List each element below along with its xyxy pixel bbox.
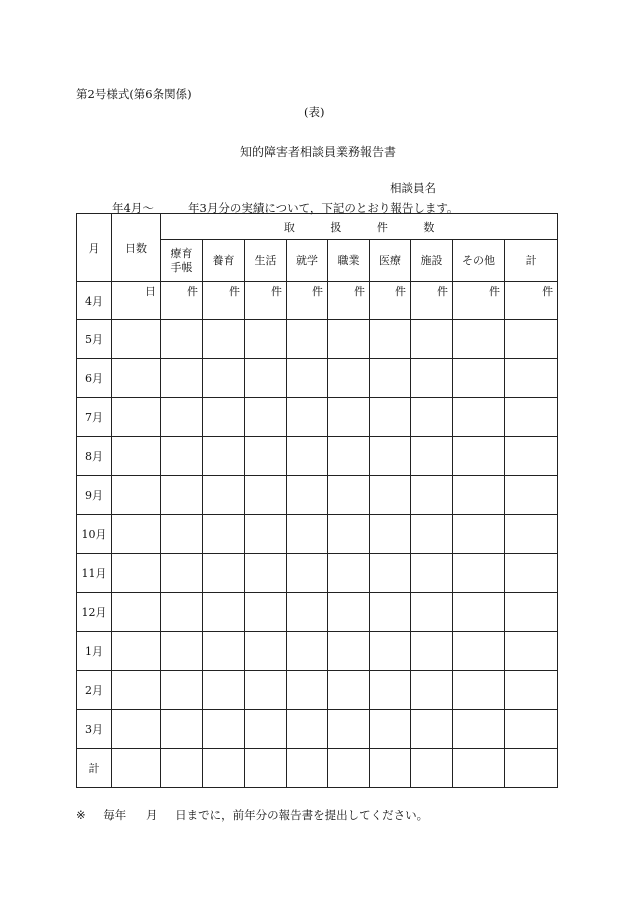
- count-cell[interactable]: [411, 593, 453, 632]
- count-cell[interactable]: [328, 515, 370, 554]
- table-row: [77, 398, 558, 437]
- count-cell[interactable]: [370, 554, 411, 593]
- count-cell[interactable]: [161, 671, 203, 710]
- count-cell[interactable]: [287, 749, 328, 788]
- month-cell: 7月: [77, 398, 112, 437]
- count-cell[interactable]: 件: [370, 282, 411, 320]
- table-row: [77, 749, 558, 788]
- count-cell[interactable]: [328, 437, 370, 476]
- count-cell[interactable]: [505, 593, 558, 632]
- count-cell[interactable]: [505, 359, 558, 398]
- month-cell: 8月: [77, 437, 112, 476]
- count-cell[interactable]: [453, 593, 505, 632]
- count-cell[interactable]: [505, 554, 558, 593]
- count-cell[interactable]: [203, 593, 245, 632]
- days-cell[interactable]: 日: [112, 282, 161, 320]
- table-row: [77, 554, 558, 593]
- count-cell[interactable]: [287, 593, 328, 632]
- count-cell[interactable]: [245, 593, 287, 632]
- month-cell: 6月: [77, 359, 112, 398]
- count-cell[interactable]: [328, 554, 370, 593]
- count-cell[interactable]: 件: [328, 282, 370, 320]
- period-start: 年4月～: [112, 201, 154, 215]
- count-cell[interactable]: [328, 671, 370, 710]
- count-cell[interactable]: [370, 749, 411, 788]
- days-cell[interactable]: [112, 749, 161, 788]
- group-header-char: 扱: [330, 220, 342, 234]
- count-cell[interactable]: [161, 359, 203, 398]
- count-cell[interactable]: [203, 476, 245, 515]
- count-cell[interactable]: [505, 398, 558, 437]
- month-cell: 9月: [77, 476, 112, 515]
- count-cell[interactable]: [161, 593, 203, 632]
- count-cell[interactable]: [161, 749, 203, 788]
- count-cell[interactable]: [505, 437, 558, 476]
- category-header: 養育: [203, 240, 245, 282]
- count-cell[interactable]: [370, 476, 411, 515]
- count-cell[interactable]: [287, 359, 328, 398]
- count-cell[interactable]: [287, 554, 328, 593]
- table-row: [77, 632, 558, 671]
- month-cell: 10月: [77, 515, 112, 554]
- count-cell[interactable]: [453, 437, 505, 476]
- days-cell[interactable]: [112, 320, 161, 359]
- count-cell[interactable]: [245, 437, 287, 476]
- days-cell[interactable]: [112, 554, 161, 593]
- count-cell[interactable]: [370, 710, 411, 749]
- period-text: 年3月分の実績について，下記のとおり報告します。: [188, 201, 459, 215]
- count-cell[interactable]: [161, 476, 203, 515]
- count-cell[interactable]: [328, 359, 370, 398]
- count-cell[interactable]: [203, 554, 245, 593]
- category-header: 職業: [328, 240, 370, 282]
- month-cell: 11月: [77, 554, 112, 593]
- count-cell[interactable]: [287, 632, 328, 671]
- count-cell[interactable]: [203, 671, 245, 710]
- count-cell[interactable]: [453, 476, 505, 515]
- category-header: 施設: [411, 240, 453, 282]
- count-cell[interactable]: [287, 710, 328, 749]
- count-cell[interactable]: [505, 710, 558, 749]
- count-cell[interactable]: [161, 437, 203, 476]
- days-cell[interactable]: [112, 398, 161, 437]
- count-cell[interactable]: 件: [287, 282, 328, 320]
- report-table: [76, 213, 558, 788]
- count-cell[interactable]: [370, 593, 411, 632]
- month-header: 月: [77, 214, 112, 282]
- days-cell[interactable]: [112, 710, 161, 749]
- count-cell[interactable]: [411, 671, 453, 710]
- month-cell: 計: [77, 749, 112, 788]
- count-cell[interactable]: 件: [505, 282, 558, 320]
- month-cell: 12月: [77, 593, 112, 632]
- count-cell[interactable]: [411, 320, 453, 359]
- month-cell: 4月: [77, 282, 112, 320]
- count-cell[interactable]: [411, 476, 453, 515]
- count-cell[interactable]: [203, 515, 245, 554]
- count-cell[interactable]: 件: [453, 282, 505, 320]
- count-cell[interactable]: [370, 632, 411, 671]
- days-cell[interactable]: [112, 593, 161, 632]
- count-cell[interactable]: [245, 671, 287, 710]
- table-row: [77, 320, 558, 359]
- days-cell[interactable]: [112, 437, 161, 476]
- count-cell[interactable]: [245, 320, 287, 359]
- count-cell[interactable]: [453, 749, 505, 788]
- count-cell[interactable]: [505, 671, 558, 710]
- footer-note: [76, 807, 428, 823]
- count-cell[interactable]: [453, 320, 505, 359]
- footer-part3: 日までに，前年分の報告書を提出してください。: [175, 808, 429, 822]
- count-cell[interactable]: [287, 476, 328, 515]
- days-header: 日数: [112, 214, 161, 282]
- count-cell[interactable]: [161, 632, 203, 671]
- count-cell[interactable]: [453, 515, 505, 554]
- count-cell[interactable]: [245, 476, 287, 515]
- footer-part2: 月: [145, 808, 158, 822]
- count-cell[interactable]: [203, 320, 245, 359]
- category-header: その他: [453, 240, 505, 282]
- count-cell[interactable]: 件: [161, 282, 203, 320]
- count-cell[interactable]: [203, 710, 245, 749]
- group-header-char: 数: [423, 220, 435, 234]
- count-cell[interactable]: [287, 398, 328, 437]
- month-cell: 3月: [77, 710, 112, 749]
- table-row: [77, 593, 558, 632]
- count-cell[interactable]: [245, 554, 287, 593]
- count-cell[interactable]: [203, 398, 245, 437]
- count-cell[interactable]: [245, 749, 287, 788]
- count-cell[interactable]: [328, 398, 370, 437]
- category-header: 生活: [245, 240, 287, 282]
- count-cell[interactable]: [505, 632, 558, 671]
- count-cell[interactable]: [370, 671, 411, 710]
- count-cell[interactable]: 件: [411, 282, 453, 320]
- count-cell[interactable]: [203, 359, 245, 398]
- count-cell[interactable]: [453, 359, 505, 398]
- count-cell[interactable]: [505, 515, 558, 554]
- table-row: [77, 671, 558, 710]
- count-cell[interactable]: [161, 320, 203, 359]
- count-cell[interactable]: [411, 398, 453, 437]
- form-code: 第2号様式(第6条関係): [76, 87, 192, 101]
- count-cell[interactable]: [161, 554, 203, 593]
- count-cell[interactable]: [370, 437, 411, 476]
- count-cell[interactable]: [245, 515, 287, 554]
- count-cell[interactable]: [161, 515, 203, 554]
- table-row: [77, 515, 558, 554]
- group-header-char: 件: [376, 220, 388, 234]
- month-cell: 1月: [77, 632, 112, 671]
- month-cell: 2月: [77, 671, 112, 710]
- count-cell[interactable]: [411, 554, 453, 593]
- count-cell[interactable]: [245, 632, 287, 671]
- table-row: [77, 282, 558, 320]
- days-cell[interactable]: [112, 632, 161, 671]
- group-header-char: 取: [283, 220, 295, 234]
- count-cell[interactable]: [203, 437, 245, 476]
- days-cell[interactable]: [112, 359, 161, 398]
- count-cell[interactable]: [287, 437, 328, 476]
- count-cell[interactable]: [411, 749, 453, 788]
- count-cell[interactable]: [453, 398, 505, 437]
- count-cell[interactable]: [411, 359, 453, 398]
- omote-label: (表): [304, 105, 325, 119]
- count-cell[interactable]: [287, 515, 328, 554]
- count-cell[interactable]: [453, 671, 505, 710]
- count-cell[interactable]: [505, 476, 558, 515]
- count-cell[interactable]: [328, 632, 370, 671]
- count-cell[interactable]: 件: [245, 282, 287, 320]
- count-cell[interactable]: [453, 554, 505, 593]
- count-cell[interactable]: [287, 671, 328, 710]
- count-cell[interactable]: [370, 320, 411, 359]
- count-cell[interactable]: [328, 749, 370, 788]
- counselor-name-label: 相談員名: [390, 181, 436, 195]
- count-cell[interactable]: [245, 359, 287, 398]
- count-cell[interactable]: [370, 398, 411, 437]
- days-cell[interactable]: [112, 671, 161, 710]
- category-header: 療育 手帳: [161, 240, 203, 282]
- count-cell[interactable]: [328, 320, 370, 359]
- days-cell[interactable]: [112, 515, 161, 554]
- count-cell[interactable]: [453, 632, 505, 671]
- table-row: [77, 710, 558, 749]
- count-cell[interactable]: [370, 359, 411, 398]
- category-header: 医療: [370, 240, 411, 282]
- count-cell[interactable]: [505, 320, 558, 359]
- count-cell[interactable]: [328, 710, 370, 749]
- count-cell[interactable]: [370, 515, 411, 554]
- table-row: [77, 359, 558, 398]
- category-header: 計: [505, 240, 558, 282]
- count-cell[interactable]: [328, 476, 370, 515]
- count-cell[interactable]: 件: [203, 282, 245, 320]
- count-cell[interactable]: [411, 437, 453, 476]
- month-cell: 5月: [77, 320, 112, 359]
- count-cell[interactable]: [505, 749, 558, 788]
- count-cell[interactable]: [287, 320, 328, 359]
- footer-part1: 毎年: [103, 808, 127, 822]
- table-row: [77, 476, 558, 515]
- count-cell[interactable]: [411, 710, 453, 749]
- group-header: [161, 214, 558, 240]
- report-title: 知的障害者相談員業務報告書: [240, 145, 397, 159]
- count-cell[interactable]: [453, 710, 505, 749]
- table-row: [77, 437, 558, 476]
- footer-mark: ※: [76, 808, 86, 822]
- days-cell[interactable]: [112, 476, 161, 515]
- count-cell[interactable]: [203, 632, 245, 671]
- count-cell[interactable]: [203, 749, 245, 788]
- count-cell[interactable]: [245, 710, 287, 749]
- count-cell[interactable]: [161, 710, 203, 749]
- count-cell[interactable]: [411, 632, 453, 671]
- count-cell[interactable]: [411, 515, 453, 554]
- count-cell[interactable]: [245, 398, 287, 437]
- count-cell[interactable]: [161, 398, 203, 437]
- category-header: 就学: [287, 240, 328, 282]
- count-cell[interactable]: [328, 593, 370, 632]
